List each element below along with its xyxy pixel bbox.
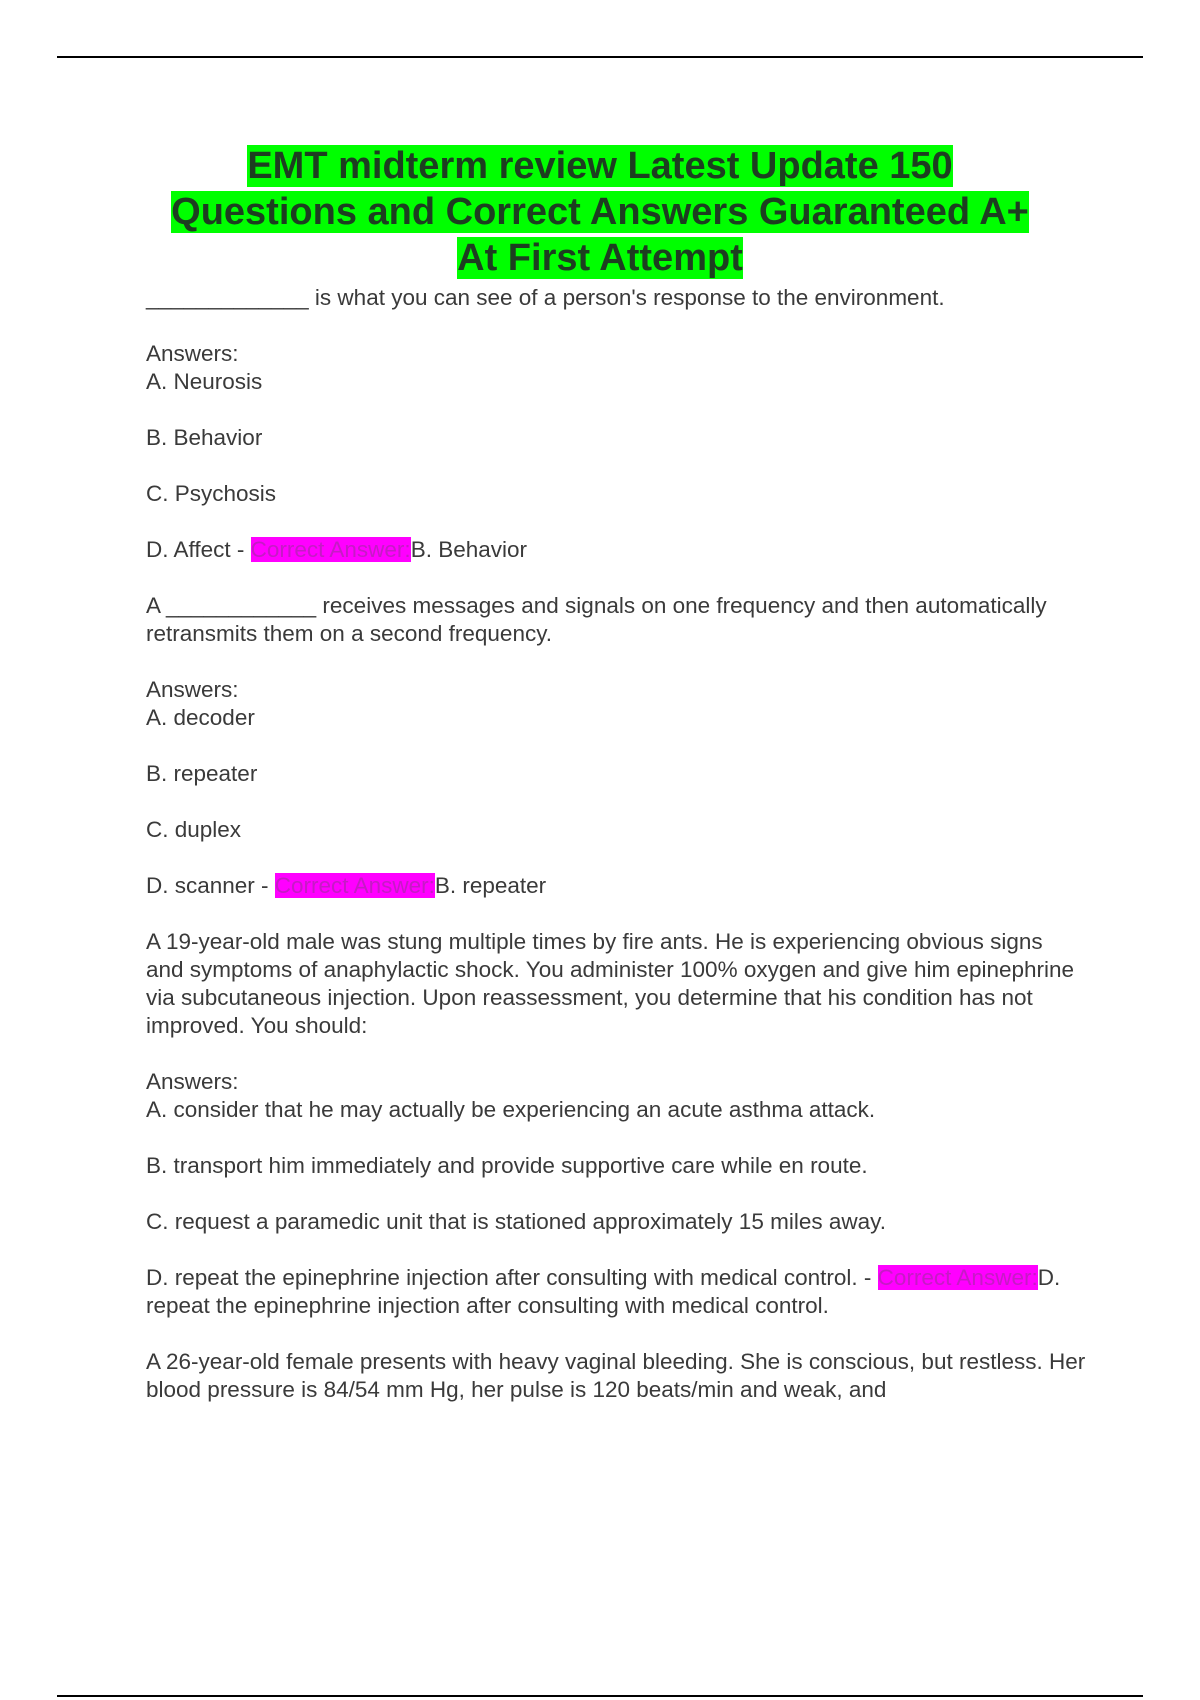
answer-option-with-key xyxy=(146,1264,1086,1320)
document-title xyxy=(100,143,1100,281)
answers-label: Answers: xyxy=(146,1069,239,1094)
answer-option: B. Behavior xyxy=(146,425,263,450)
answer-option-text: D. repeat the epinephrine injection after consulting with medical control. - xyxy=(146,1265,878,1290)
correct-answer-text: B. repeater xyxy=(434,873,547,898)
answer-option-with-key xyxy=(146,536,1086,564)
correct-answer-label: Correct Answer: xyxy=(250,537,411,562)
question-stem: A 26-year-old female presents with heavy vaginal bleeding. She is conscious, but restless. Her blood pressure is 84/54 mm Hg, her pulse is 120 beats/min and weak, and xyxy=(146,1349,1086,1402)
answer-option: A. Neurosis xyxy=(146,369,263,394)
answer-option: A. decoder xyxy=(146,705,255,730)
title-line-3: At First Attempt xyxy=(457,237,743,279)
question-list xyxy=(146,284,1086,1432)
answer-option: C. duplex xyxy=(146,817,242,842)
answer-option: B. repeater xyxy=(146,761,258,786)
answer-option-text: D. Affect - xyxy=(146,537,251,562)
title-line-1: EMT midterm review Latest Update 150 xyxy=(247,145,953,187)
correct-answer-label: Correct Answer: xyxy=(274,873,435,898)
question-stem: _____________ is what you can see of a person's response to the environment. xyxy=(146,285,945,310)
answers-label: Answers: xyxy=(146,341,239,366)
answer-option-with-key xyxy=(146,872,1086,900)
correct-answer-text: D. repeat the epinephrine injection after consulting with medical control. xyxy=(146,1265,1061,1318)
question-stem: A ____________ receives messages and signals on one frequency and then automatically retransmits them on a second frequency. xyxy=(146,593,1047,646)
answer-option: C. request a paramedic unit that is stationed approximately 15 miles away. xyxy=(146,1209,886,1234)
question-stem: A 19-year-old male was stung multiple times by fire ants. He is experiencing obvious signs and symptoms of anaphylactic shock. You administer 100% oxygen and give him epinephrine via subcutaneous injection. Upon reassessment, you determine that his condition has not improved. You should: xyxy=(146,929,1075,1038)
correct-answer-label: Correct Answer: xyxy=(877,1265,1038,1290)
title-line-2: Questions and Correct Answers Guaranteed A+ xyxy=(171,191,1029,233)
answer-option: C. Psychosis xyxy=(146,481,277,506)
footer-rule xyxy=(57,1695,1143,1697)
answer-option-text: D. scanner - xyxy=(146,873,275,898)
header-rule xyxy=(57,56,1143,58)
answer-option: A. consider that he may actually be experiencing an acute asthma attack. xyxy=(146,1097,876,1122)
answer-option: B. transport him immediately and provide supportive care while en route. xyxy=(146,1153,868,1178)
answers-label: Answers: xyxy=(146,677,239,702)
correct-answer-text: B. Behavior xyxy=(410,537,527,562)
